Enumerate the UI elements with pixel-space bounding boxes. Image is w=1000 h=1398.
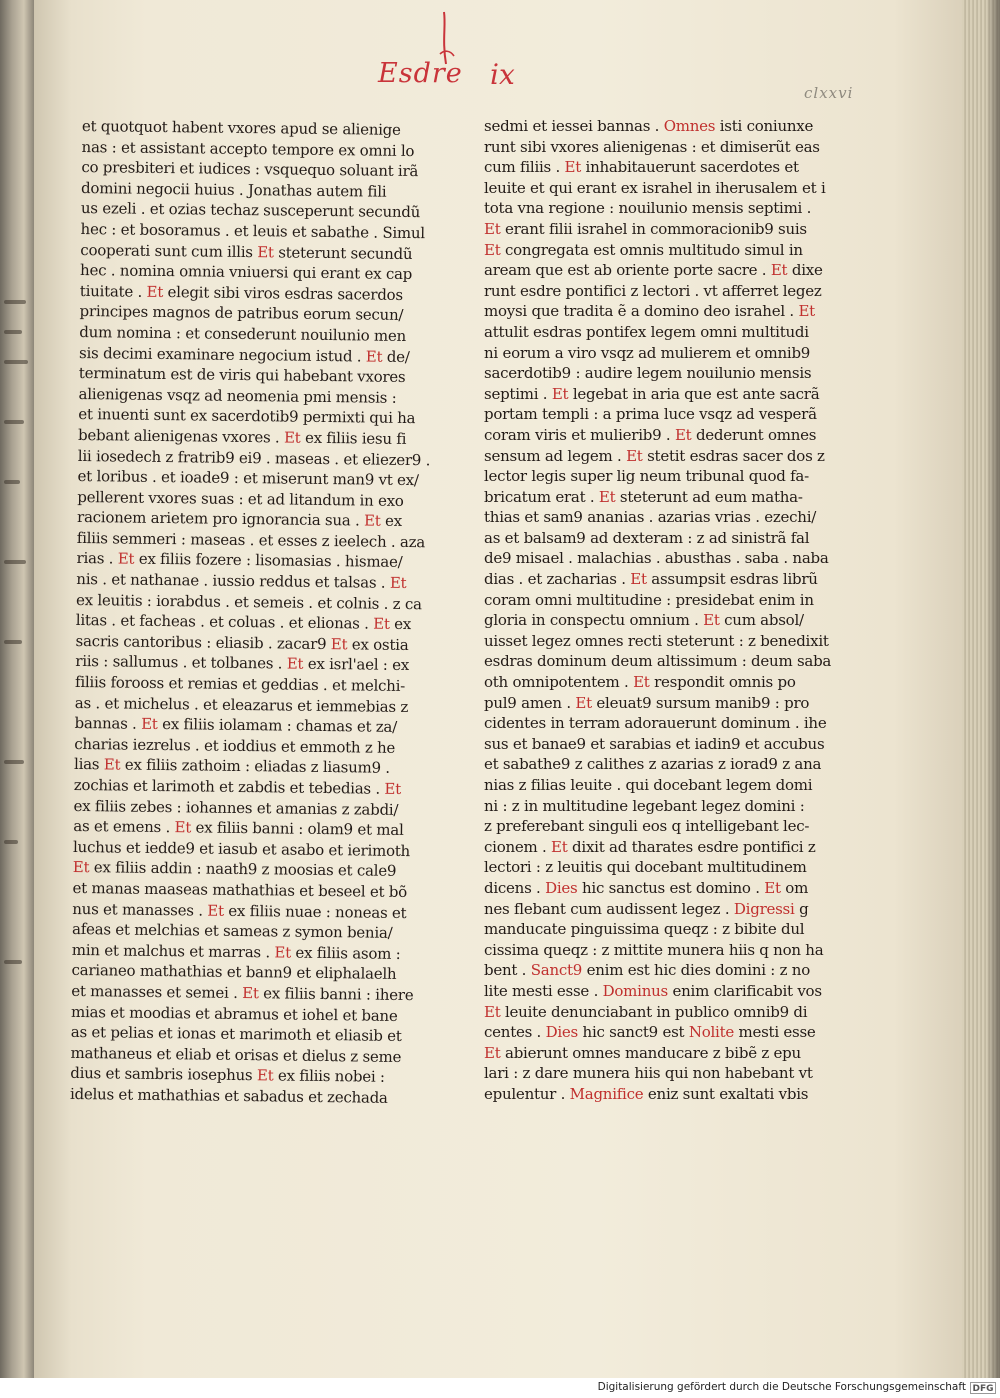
text-line: ex leuitis : iorabdus . et semeis . et colnis . z ca: [75, 590, 422, 613]
text-line: pul9 amen . Et eleuat9 sursum manib9 : pro: [484, 693, 810, 712]
text-line: runt sibi vxores alienigenas : et dimiserũt eas: [484, 137, 820, 156]
text-line: lite mesti esse . Dominus enim clarificabit vos: [484, 981, 822, 1000]
text-line: riis : sallumus . et tolbanes . Et ex isrl'ael : ex: [75, 652, 410, 675]
text-line: moysi que tradita ẽ a domino deo israhel . Et: [484, 302, 815, 321]
manuscript-page: [34, 0, 968, 1378]
text-line: nis . et nathanae . iussio reddus et talsas . Et: [76, 570, 407, 593]
text-line: Et abierunt omnes manducare z bibẽ z epu: [484, 1043, 801, 1062]
text-line: as et pelias et ionas et marimoth et eliasib et: [70, 1023, 402, 1046]
text-line: ni eorum a viro vsqz ad mulierem et omnib9: [484, 343, 811, 362]
text-line: dum nomina : et consederunt nouilunio men: [79, 322, 407, 345]
text-line: litas . et facheas . et coluas . et elionas . Et ex: [75, 611, 412, 634]
text-line: coram viris et mulierib9 . Et dederunt omnes: [484, 425, 817, 444]
text-line: sus et banae9 et sarabias et iadin9 et accubus: [484, 734, 825, 753]
text-line: cidentes in terram adorauerunt dominum . ihe: [484, 714, 827, 733]
text-line: hec . nomina omnia vniuersi qui erant ex cap: [80, 261, 413, 284]
text-line: Et leuite denunciabant in publico omnib9 di: [484, 1002, 808, 1021]
text-line: charias iezrelus . et ioddius et emmoth z he: [74, 734, 396, 757]
text-line: cissima queqz : z mittite munera hiis q non ha: [484, 940, 824, 959]
footer-bar: [0, 1378, 1000, 1398]
text-column-right: [484, 116, 832, 1105]
text-line: epulentur . Magnifice eniz sunt exaltati vbis: [484, 1084, 809, 1103]
text-line: domini negocii huius . Jonathas autem fili: [81, 178, 387, 201]
text-line: thias et sam9 ananias . azarias vrias . ezechi/: [484, 508, 817, 527]
text-line: bebant alienigenas vxores . Et ex filiis iesu fi: [77, 425, 407, 448]
text-line: leuite et qui erant ex israhel in iherusalem et i: [484, 178, 826, 197]
text-line: Et ex filiis addin : naath9 z moosias et cale9: [72, 858, 397, 881]
text-line: sacris cantoribus : eliasib . zacar9 Et ex ostia: [75, 631, 409, 654]
text-line: mias et moodias et abramus et iohel et bane: [70, 1002, 398, 1025]
text-line: attulit esdras pontifex legem omni multitudi: [484, 322, 809, 341]
text-line: tiuitate . Et elegit sibi viros esdras sacerdos: [79, 281, 403, 304]
text-line: Et erant filii israhel in commoracionib9 suis: [484, 219, 807, 238]
chapter-number: ix: [490, 58, 515, 91]
text-line: runt esdre pontifici z lectori . vt afferret legez: [484, 281, 822, 300]
text-line: alienigenas vsqz ad neomenia pmi mensis :: [78, 384, 397, 407]
text-line: sis decimi examinare negocium istud . Et de/: [79, 343, 410, 366]
text-line: et manas maaseas mathathias et beseel et bõ: [72, 878, 408, 901]
text-line: idelus et mathathias et sabadus et zechada: [69, 1084, 388, 1107]
text-line: esdras dominum deum altissimum : deum saba: [484, 652, 832, 671]
previous-page-edge: [0, 0, 34, 1378]
text-line: Et congregata est omnis multitudo simul in: [484, 240, 803, 259]
text-line: coram omni multitudine : presidebat enim in: [484, 590, 814, 609]
text-line: us ezeli . et ozias techaz susceperunt secundũ: [80, 199, 421, 222]
text-line: sacerdotib9 : audire legem nouilunio mensis: [484, 364, 812, 383]
text-line: lectori : z leuitis qui docebant multitudinem: [484, 858, 807, 877]
text-line: hec : et bosoramus . et leuis et sabathe . Simul: [80, 219, 426, 243]
text-line: terminatum est de viris qui habebant vxores: [78, 364, 406, 387]
text-line: lari : z dare munera hiis qui non habebant vt: [484, 1064, 813, 1083]
text-line: principes magnos de patribus eorum secun/: [79, 302, 404, 325]
text-line: bannas . Et ex filiis iolamam : chamas et za/: [74, 714, 398, 737]
text-line: ni : z in multitudine legebant legez domini :: [484, 796, 805, 815]
text-line: manducate pinguissima queqz : z bibite dul: [484, 920, 805, 939]
text-line: et quotquot habent vxores apud se alienige: [81, 116, 401, 139]
text-line: carianeo mathathias et bann9 et eliphalaelh: [71, 961, 397, 984]
dfg-logo: DFG: [970, 1382, 996, 1394]
text-line: cionem . Et dixit ad tharates esdre pontifici z: [484, 837, 816, 856]
text-line: lector legis super lig neum tribunal quod fa-: [484, 467, 809, 486]
text-column-left: [69, 116, 431, 1108]
text-line: nas : et assistant accepto tempore ex omni lo: [81, 137, 415, 160]
text-line: portam templi : a prima luce vsqz ad vesperã: [484, 405, 817, 424]
text-line: bricatum erat . Et steterunt ad eum matha-: [484, 487, 803, 506]
text-line: lias Et ex filiis zathoim : eliadas z liasum9 .: [73, 755, 390, 778]
text-line: oth omnipotentem . Et respondit omnis po: [484, 673, 796, 692]
text-line: de9 misael . malachias . abusthas . saba . naba: [484, 549, 829, 568]
folio-number: clxxvi: [804, 84, 854, 102]
text-line: as . et michelus . et eleazarus et iemmebias z: [74, 693, 409, 716]
text-line: racionem arietem pro ignorancia sua . Et ex: [76, 508, 403, 531]
text-line: mathaneus et eliab et orisas et dielus z seme: [70, 1043, 402, 1066]
text-line: nus et manasses . Et ex filiis nuae : noneas et: [72, 899, 407, 922]
running-head: Esdre: [378, 58, 463, 89]
text-line: filiis forooss et remias et geddias . et melchi-: [74, 672, 406, 696]
text-line: tota vna regione : nouilunio mensis septimi .: [484, 199, 812, 218]
text-line: as et balsam9 ad dexteram : z ad sinistrã fal: [484, 528, 810, 547]
text-line: septimi . Et legebat in aria que est ante sacrã: [484, 384, 820, 403]
text-line: filiis semmeri : maseas . et esses z ieelech . aza: [76, 528, 426, 552]
text-line: z preferebant singuli eos q intelligebant lec-: [484, 817, 810, 836]
text-line: cooperati sunt cum illis Et steterunt secundũ: [80, 240, 413, 263]
text-line: et manasses et semei . Et ex filiis banni : ihere: [71, 981, 414, 1005]
text-line: pellerent vxores suas : et ad litandum in exo: [77, 487, 404, 510]
text-line: nes flebant cum audissent legez . Digressi g: [484, 899, 809, 918]
text-line: rias . Et ex filiis fozere : lisomasias . hismae/: [76, 549, 403, 572]
text-line: uisset legez omnes recti steterunt : z benedixit: [484, 631, 829, 650]
text-line: as et emens . Et ex filiis banni : olam9 et mal: [73, 817, 404, 840]
text-line: sedmi et iessei bannas . Omnes isti coniunxe: [484, 117, 814, 135]
text-line: cum filiis . Et inhabitauerunt sacerdotes et: [484, 158, 799, 177]
page-stack-edge: [962, 0, 1000, 1378]
text-line: ex filiis zebes : iohannes et amanias z zabdi/: [73, 796, 399, 819]
text-line: co presbiteri et iudices : vsquequo soluant irã: [81, 158, 419, 181]
text-line: gloria in conspectu omnium . Et cum absol/: [484, 611, 804, 630]
text-line: dius et sambris iosephus Et ex filiis nobei :: [70, 1064, 385, 1087]
text-line: aream que est ab oriente porte sacre . Et dixe: [484, 261, 823, 280]
text-line: lii iosedech z fratrib9 ei9 . maseas . et eliezer9 .: [77, 446, 431, 469]
text-line: et loribus . et ioade9 : et miserunt man9 vt ex/: [77, 467, 419, 490]
text-line: dicens . Dies hic sanctus est domino . Et om: [484, 878, 809, 897]
text-line: min et malchus et marras . Et ex filiis asom :: [71, 940, 401, 963]
text-line: et inuenti sunt ex sacerdotib9 permixti qui ha: [78, 405, 416, 428]
text-line: et sabathe9 z calithes z azarias z iorad9 z ana: [484, 755, 822, 774]
text-line: nias z filias leuite . qui docebant legem domi: [484, 776, 813, 794]
text-line: bent . Sanct9 enim est hic dies domini : z no: [484, 961, 810, 980]
text-line: afeas et melchias et sameas z symon benia/: [71, 920, 393, 943]
text-line: sensum ad legem . Et stetit esdras sacer dos z: [484, 446, 825, 465]
text-line: centes . Dies hic sanct9 est Nolite mesti esse: [484, 1023, 816, 1042]
text-line: luchus et iedde9 et iasub et asabo et ierimoth: [72, 837, 411, 860]
text-line: zochias et larimoth et zabdis et tebedias . Et: [73, 775, 402, 798]
footer-credit: Digitalisierung gefördert durch die Deutsche Forschungsgemeinschaft: [597, 1381, 966, 1393]
text-line: dias . et zacharias . Et assumpsit esdras librũ: [484, 570, 818, 589]
